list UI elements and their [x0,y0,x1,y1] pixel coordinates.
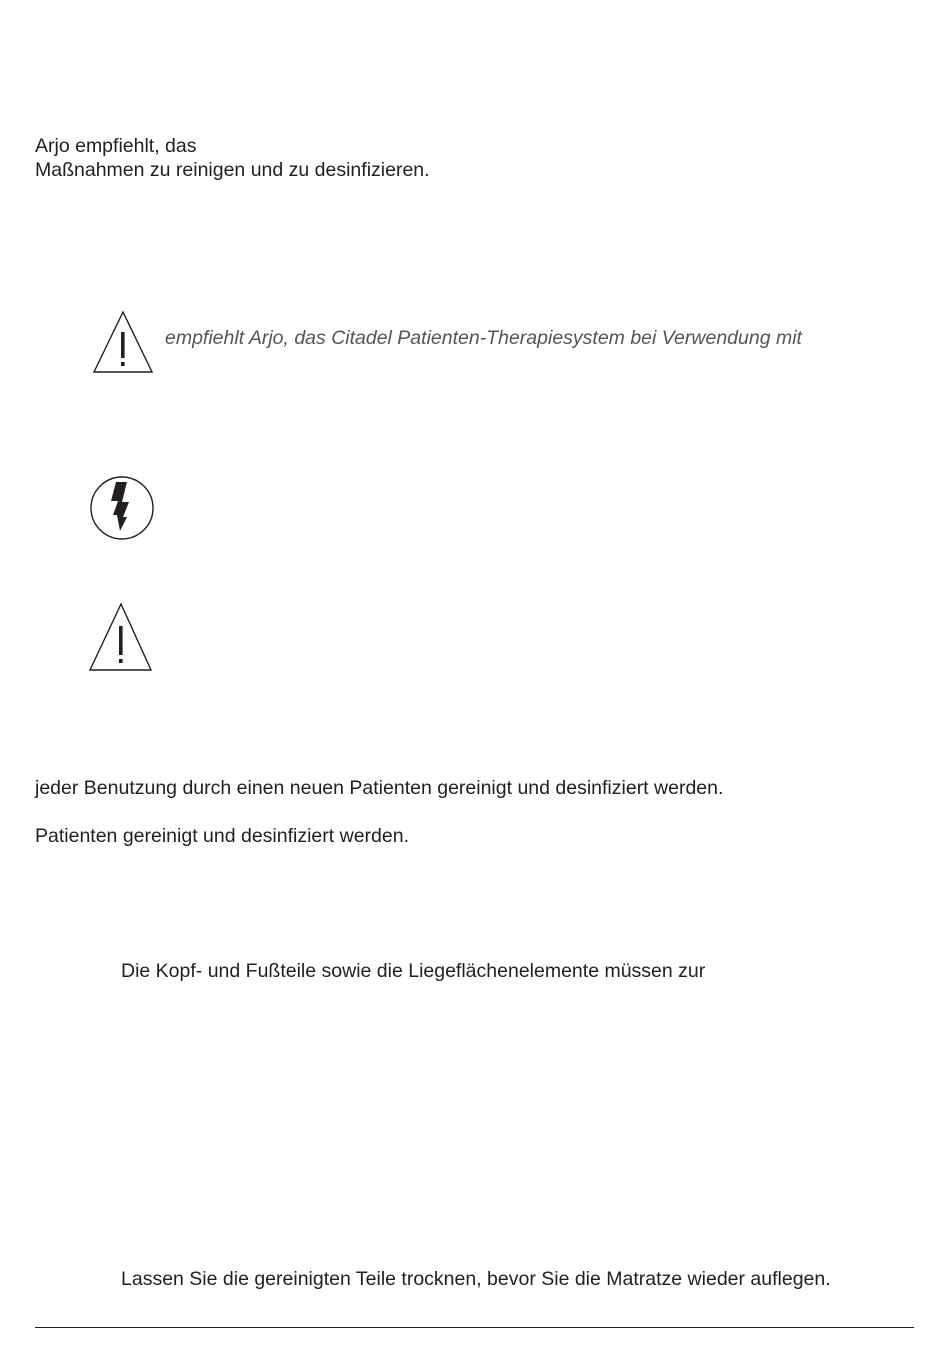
electric-shock-icon [89,475,157,541]
warning-triangle-icon [92,310,154,374]
footer-divider [35,1327,914,1328]
intro-line-2: Maßnahmen zu reinigen und zu desinfizieren. [35,159,430,181]
warning-note-text: empfiehlt Arjo, das Citadel Patienten-Therapiesystem bei Verwendung mit [165,327,802,349]
paragraph-line-b: Patienten gereinigt und desinfiziert werden. [35,825,409,847]
intro-line-1: Arjo empfiehlt, das [35,135,197,157]
step-1-text: Die Kopf- und Fußteile sowie die Liegeflächenelemente müssen zur [121,960,706,982]
warning-triangle-icon [88,602,154,672]
paragraph-line-a: jeder Benutzung durch einen neuen Patienten gereinigt und desinfiziert werden. [35,777,724,799]
step-2-text: Lassen Sie die gereinigten Teile trocknen, bevor Sie die Matratze wieder auflegen. [121,1268,831,1290]
